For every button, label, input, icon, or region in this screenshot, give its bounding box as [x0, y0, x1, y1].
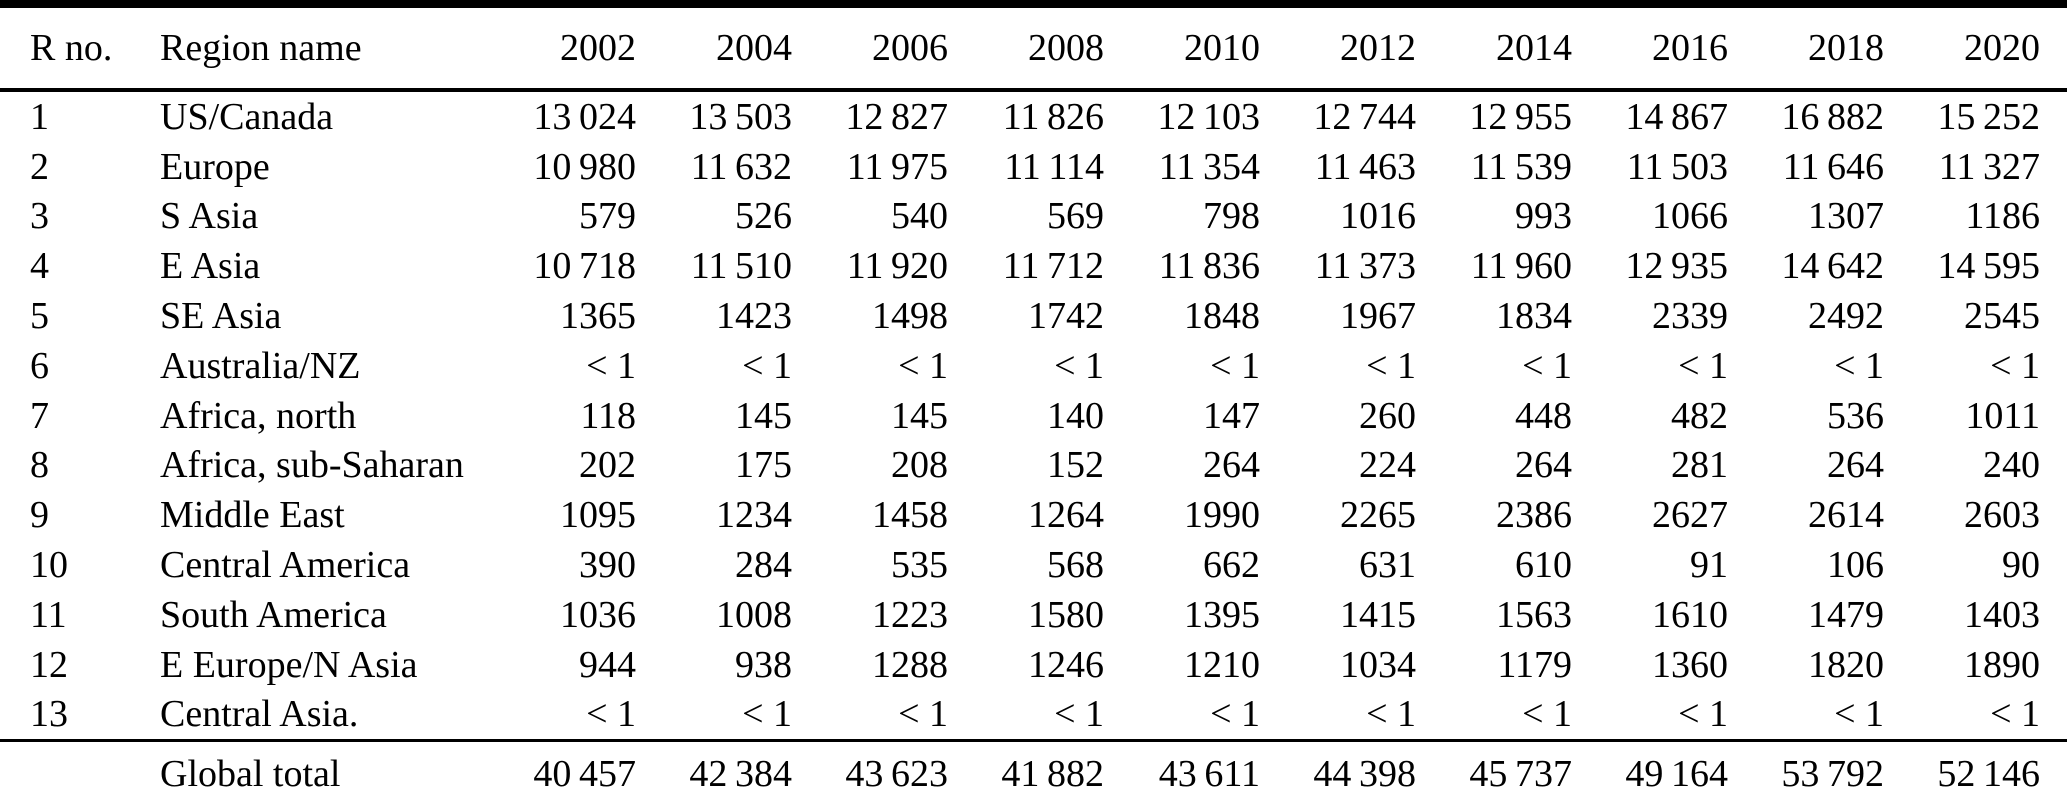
cell-value: < 1: [1210, 693, 1260, 736]
cell-value: 12 103: [1157, 95, 1260, 138]
cell-value: < 1: [742, 344, 792, 387]
table-header: [0, 4, 2067, 90]
cell-value: 11 632: [690, 145, 792, 188]
table-row: [0, 540, 2067, 590]
table-row: [0, 90, 2067, 142]
cell-region-name: S Asia: [160, 195, 259, 238]
cell-value: 175: [735, 444, 792, 487]
cell-region-name: Central America: [160, 544, 411, 587]
cell-region-name: Europe: [160, 145, 270, 188]
cell-value: 1498: [872, 295, 948, 338]
cell-value: 264: [1827, 444, 1884, 487]
cell-value: 2339: [1652, 295, 1728, 338]
cell-region-number: 1: [30, 95, 49, 138]
cell-value: 11 920: [846, 245, 948, 288]
cell-value: 11 826: [1002, 95, 1104, 138]
cell-total-value: 45 737: [1469, 753, 1572, 796]
cell-value: 1610: [1652, 593, 1728, 636]
total-row: [0, 741, 2067, 799]
table-row: [0, 192, 2067, 242]
cell-total-value: 42 384: [689, 753, 792, 796]
cell-value: 1186: [1965, 195, 2040, 238]
cell-value: 1036: [560, 593, 636, 636]
cell-value: 106: [1827, 544, 1884, 587]
column-header-2010: 2010: [1184, 27, 1260, 69]
cell-value: 11 646: [1782, 145, 1884, 188]
cell-value: 140: [1047, 394, 1104, 437]
table-row: [0, 291, 2067, 341]
cell-value: 568: [1047, 544, 1104, 587]
cell-value: 448: [1515, 394, 1572, 437]
cell-value: 202: [579, 444, 636, 487]
cell-value: 1365: [560, 295, 636, 338]
cell-value: 390: [579, 544, 636, 587]
cell-total-value: 49 164: [1625, 753, 1728, 796]
table-row: [0, 690, 2067, 741]
cell-value: < 1: [898, 344, 948, 387]
cell-total-empty: [0, 741, 130, 799]
cell-value: 540: [891, 195, 948, 238]
cell-value: 2386: [1496, 494, 1572, 537]
cell-value: 662: [1203, 544, 1260, 587]
cell-value: 284: [735, 544, 792, 587]
cell-total-value: 53 792: [1781, 753, 1884, 796]
column-header-2012: 2012: [1340, 27, 1416, 69]
cell-value: < 1: [1210, 344, 1260, 387]
cell-total-label: Global total: [160, 753, 341, 796]
table-row: [0, 490, 2067, 540]
cell-region-name: E Asia: [160, 245, 261, 288]
cell-value: 118: [580, 394, 636, 437]
cell-value: 1415: [1340, 593, 1416, 636]
cell-value: < 1: [1678, 693, 1728, 736]
cell-region-number: 7: [30, 394, 49, 437]
cell-value: 11 114: [1004, 145, 1104, 188]
column-header-2006: 2006: [872, 27, 948, 69]
cell-region-name: Central Asia.: [160, 693, 359, 736]
table-row: [0, 640, 2067, 690]
cell-value: 579: [579, 195, 636, 238]
cell-value: 2603: [1964, 494, 2040, 537]
cell-value: 264: [1515, 444, 1572, 487]
cell-region-name: Africa, sub-Saharan: [160, 444, 464, 487]
cell-value: < 1: [1054, 344, 1104, 387]
header-row: [0, 4, 2067, 90]
cell-value: 1234: [716, 494, 792, 537]
cell-value: < 1: [1366, 693, 1416, 736]
cell-value: < 1: [898, 693, 948, 736]
cell-value: 1563: [1496, 593, 1572, 636]
table-body: [0, 90, 2067, 741]
cell-region-name: South America: [160, 593, 387, 636]
cell-value: 1890: [1964, 643, 2040, 686]
cell-value: 12 935: [1625, 245, 1728, 288]
cell-value: 11 463: [1314, 145, 1416, 188]
cell-value: 224: [1359, 444, 1416, 487]
cell-value: 1307: [1808, 195, 1884, 238]
cell-value: 569: [1047, 195, 1104, 238]
cell-value: < 1: [586, 344, 636, 387]
cell-value: 11 510: [690, 245, 792, 288]
cell-value: 1820: [1808, 643, 1884, 686]
cell-value: 1742: [1028, 295, 1104, 338]
cell-value: 90: [2002, 544, 2040, 587]
cell-value: 1264: [1028, 494, 1104, 537]
cell-value: 1016: [1340, 195, 1416, 238]
column-header-2018: 2018: [1808, 27, 1884, 69]
cell-region-number: 2: [30, 145, 49, 188]
cell-value: 610: [1515, 544, 1572, 587]
column-header-2014: 2014: [1496, 27, 1572, 69]
cell-value: 11 354: [1158, 145, 1260, 188]
column-header-2016: 2016: [1652, 27, 1728, 69]
table-row: [0, 142, 2067, 192]
cell-value: 2614: [1808, 494, 1884, 537]
cell-value: 147: [1203, 394, 1260, 437]
cell-value: < 1: [586, 693, 636, 736]
column-header-r-no: R no.: [30, 27, 113, 69]
cell-value: < 1: [1054, 693, 1104, 736]
cell-value: 944: [579, 643, 636, 686]
cell-value: 535: [891, 544, 948, 587]
cell-region-number: 13: [30, 693, 68, 736]
table-row: [0, 341, 2067, 391]
cell-value: 91: [1690, 544, 1728, 587]
cell-region-name: SE Asia: [160, 295, 282, 338]
cell-value: 12 827: [845, 95, 948, 138]
cell-value: < 1: [1678, 344, 1728, 387]
cell-value: 14 642: [1781, 245, 1884, 288]
cell-region-number: 6: [30, 344, 49, 387]
cell-value: 1990: [1184, 494, 1260, 537]
cell-value: 536: [1827, 394, 1884, 437]
column-header-region-name: Region name: [160, 27, 362, 69]
cell-value: 152: [1047, 444, 1104, 487]
cell-value: 11 975: [846, 145, 948, 188]
cell-value: 1034: [1340, 643, 1416, 686]
cell-value: 10 980: [533, 145, 636, 188]
cell-region-name: US/Canada: [160, 95, 334, 138]
column-header-2008: 2008: [1028, 27, 1104, 69]
cell-value: < 1: [1834, 693, 1884, 736]
cell-value: 11 373: [1314, 245, 1416, 288]
cell-value: 1288: [872, 643, 948, 686]
cell-value: 11 836: [1158, 245, 1260, 288]
cell-value: 240: [1983, 444, 2040, 487]
cell-value: 1423: [716, 295, 792, 338]
cell-region-name: Australia/NZ: [160, 344, 361, 387]
cell-value: 482: [1671, 394, 1728, 437]
cell-total-value: 44 398: [1313, 753, 1416, 796]
cell-region-name: E Europe/N Asia: [160, 643, 418, 686]
cell-value: < 1: [1990, 344, 2040, 387]
cell-value: 2545: [1964, 295, 2040, 338]
cell-value: 145: [735, 394, 792, 437]
table-row: [0, 441, 2067, 491]
cell-value: 10 718: [533, 245, 636, 288]
column-header-2002: 2002: [560, 27, 636, 69]
cell-value: 526: [735, 195, 792, 238]
cell-value: 14 867: [1625, 95, 1728, 138]
cell-value: 208: [891, 444, 948, 487]
cell-value: 260: [1359, 394, 1416, 437]
cell-value: 15 252: [1937, 95, 2040, 138]
cell-value: 13 503: [689, 95, 792, 138]
cell-value: 1395: [1184, 593, 1260, 636]
column-header-2004: 2004: [716, 27, 792, 69]
cell-region-number: 11: [30, 593, 67, 636]
cell-region-number: 5: [30, 295, 49, 338]
cell-value: < 1: [1522, 693, 1572, 736]
cell-value: < 1: [1366, 344, 1416, 387]
cell-total-value: 41 882: [1001, 753, 1104, 796]
table-row: [0, 391, 2067, 441]
cell-value: 12 955: [1469, 95, 1572, 138]
cell-total-value: 40 457: [533, 753, 636, 796]
table-row: [0, 241, 2067, 291]
cell-value: 16 882: [1781, 95, 1884, 138]
cell-value: 1095: [560, 494, 636, 537]
cell-region-number: 12: [30, 643, 68, 686]
cell-region-name: Middle East: [160, 494, 345, 537]
cell-value: 631: [1359, 544, 1416, 587]
cell-value: 281: [1671, 444, 1728, 487]
cell-value: 1479: [1808, 593, 1884, 636]
cell-value: 2492: [1808, 295, 1884, 338]
table-row: [0, 590, 2067, 640]
cell-value: 993: [1515, 195, 1572, 238]
cell-region-name: Africa, north: [160, 394, 357, 437]
cell-value: 2265: [1340, 494, 1416, 537]
cell-value: 1011: [1965, 394, 2040, 437]
cell-value: < 1: [1834, 344, 1884, 387]
cell-value: 13 024: [533, 95, 636, 138]
cell-value: 1179: [1497, 643, 1572, 686]
column-header-2020: 2020: [1964, 27, 2040, 69]
cell-value: 11 327: [1938, 145, 2040, 188]
cell-total-value: 43 623: [845, 753, 948, 796]
cell-value: 11 539: [1470, 145, 1572, 188]
cell-value: < 1: [742, 693, 792, 736]
table-footer: [0, 741, 2067, 799]
cell-value: 12 744: [1313, 95, 1416, 138]
cell-value: < 1: [1522, 344, 1572, 387]
cell-value: 11 712: [1002, 245, 1104, 288]
cell-value: 145: [891, 394, 948, 437]
cell-value: 11 503: [1626, 145, 1728, 188]
cell-value: 11 960: [1470, 245, 1572, 288]
cell-value: 14 595: [1937, 245, 2040, 288]
cell-value: 1580: [1028, 593, 1104, 636]
cell-region-number: 10: [30, 544, 68, 587]
cell-value: 1967: [1340, 295, 1416, 338]
cell-value: 1848: [1184, 295, 1260, 338]
cell-value: 1403: [1964, 593, 2040, 636]
cell-value: 1223: [872, 593, 948, 636]
cell-region-number: 8: [30, 444, 49, 487]
cell-value: 1360: [1652, 643, 1728, 686]
cell-value: 938: [735, 643, 792, 686]
cell-value: 1066: [1652, 195, 1728, 238]
cell-value: 1008: [716, 593, 792, 636]
cell-value: 1210: [1184, 643, 1260, 686]
cell-value: 1246: [1028, 643, 1104, 686]
cell-region-number: 9: [30, 494, 49, 537]
cell-total-value: 52 146: [1937, 753, 2040, 796]
cell-value: < 1: [1990, 693, 2040, 736]
cell-total-value: 43 611: [1158, 753, 1260, 796]
cell-value: 798: [1203, 195, 1260, 238]
cell-value: 2627: [1652, 494, 1728, 537]
cell-value: 1834: [1496, 295, 1572, 338]
cell-value: 264: [1203, 444, 1260, 487]
cell-region-number: 4: [30, 245, 49, 288]
cell-value: 1458: [872, 494, 948, 537]
cell-region-number: 3: [30, 195, 49, 238]
